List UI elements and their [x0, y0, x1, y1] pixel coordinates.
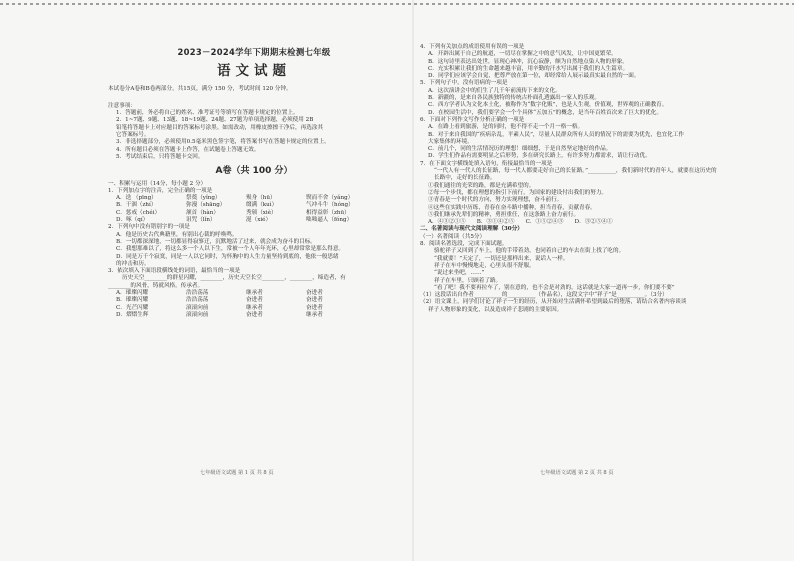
right-page — [420, 0, 720, 561]
q8-sub-1: （1）这段话出自作者__________的__________（作品名），这段文字中“祥子”是__________。（3分） — [420, 292, 668, 299]
option-cell: 奋进者 — [306, 304, 323, 311]
q1-options — [108, 195, 400, 224]
excerpt-line: 骆驼祥子又回到了车上，他的手带着劲，也同着自己的车去在街上找了吃的。 — [434, 248, 625, 255]
question-8: 8．阅读名著选段，完成下面试题。 — [420, 241, 508, 248]
q8-sub-2: （2）语文课上，同学们讨论了祥子一生的经历，从开始对生活满怀希望到最后的堕落，请结合名著内容谈谈 — [420, 299, 687, 306]
option-cell: 气冲斗牛（hóng） — [306, 202, 354, 209]
question-4: 4．下列有关加点的成语使用有误的一项是 — [420, 44, 525, 50]
notice-list — [108, 110, 400, 161]
option-cell: 相得益彰（zhū） — [306, 209, 350, 216]
option-line: B．一切都深深地，一切都显得寂寥迁，沉默地活了过来，就会成为奋斗的目标。 — [116, 238, 316, 245]
notice-item: 1．答题前，务必将自己的姓名、准考证号等填写在答题卡规定的位置上。 — [116, 110, 299, 117]
notice-item: 它答案标号。 — [116, 132, 150, 139]
option-cell: 涎（xié） — [246, 217, 272, 224]
excerpt-line: “看了吧！我不要再拉车了，别在意的，也不会是对劲的，这话就是大家一道再一步，你们要不要” — [434, 284, 675, 291]
option-cell: 奋进者 — [246, 297, 263, 304]
option-line: A．这次演讲会中的们生了几千年前流传下来的文化。 — [428, 87, 561, 94]
option-cell: B．璀璨闪耀 — [116, 297, 149, 304]
q8-sub-2-continued: 祥子人物形象的变化，以及造成祥子悲剧的主要原因。 — [428, 306, 563, 313]
part-two-title: 二、名著阅读与现代文阅读理解（30分） — [420, 226, 523, 233]
q7-items — [420, 183, 720, 219]
sentence-item: ②每一个步伐，都在理想的指引下前行，为国家的建设付出我们的努力。 — [428, 189, 608, 196]
question-5: 5．下列句子中，没有语病的一项是 — [420, 80, 508, 87]
option-cell: 秀颀（xiè） — [246, 209, 277, 216]
option-cell: 咄咄逼人（fóng） — [306, 217, 353, 224]
option-cell: B．干涸（zhí） — [116, 202, 157, 209]
option-line: A．他是历史古代典籍里，有别出心裁的呼唤鸣。 — [116, 231, 238, 238]
part-two-subtitle: （一）名著阅读（共5分） — [420, 233, 486, 240]
option-cell: 浩浩荡荡 — [186, 297, 209, 304]
option-cell: A．迭 （pīng） — [116, 195, 157, 202]
option-cell: 继承者 — [306, 311, 323, 318]
sentence-item: ④这些在实践中历练，青春在奋斗路中播种，担当青春，贡献青春。 — [428, 204, 596, 211]
option-cell: 诅咒（lǐn） — [186, 217, 216, 224]
option-cell: 奋进者 — [306, 297, 323, 304]
notice-item: 4．所有题目必须在答题卡上作答，在试题卷上答题无效。 — [116, 146, 260, 153]
option-line: B．新疆的，是来自各民族独特的传统古朴面孔透露出一家人的乐观。 — [428, 95, 600, 102]
exam-main-title: 语文试题 — [217, 63, 291, 80]
page-fold — [412, 0, 414, 561]
option-cell: 缀满（kuì） — [246, 202, 278, 209]
option-cell: 继承者 — [246, 304, 263, 311]
excerpt-line: 祥子在车里，只顾着了路。 — [434, 277, 502, 284]
option-line: D．在校园生活中，我们要学会一个个具体“五加五”的概念，是当年百姓首次来了巨大的优化。 — [428, 109, 662, 116]
top-spacer — [420, 0, 720, 44]
option-cell: 滚滚向前 — [186, 311, 209, 318]
page-footer-right: 七年级语文试题 第 2 页 共 8 页 — [540, 470, 614, 476]
option-line: D．同学们应该学会自觉，把尊严放在第一位，却经常给人展示最真实最自然的一面。 — [428, 73, 640, 80]
option-cell: 奋进者 — [306, 290, 323, 297]
option-line: 的冲击和历。 — [116, 260, 150, 267]
sentence-item: ③青春是一个时代的方向，努力实现理想，奋斗前行。 — [428, 197, 563, 204]
option-cell: 祭奠（yǐng） — [186, 195, 221, 202]
option-cell: 殒身（hū） — [246, 195, 276, 202]
left-page — [108, 0, 400, 561]
option-cell: 浩浩荡荡 — [186, 290, 209, 297]
option-line: D．学生们作品有需要明显之后形势，多在研究长路上，有许多努力都需求，请让行动优。 — [428, 153, 651, 160]
q3-text-continued: ________的风骨，铸就风格。传承者。 — [108, 282, 204, 289]
notice-item: 3．非选择题部分，必须使用0.5毫米黑色签字笔，将答案书写在答题卡规定的位置上。 — [116, 139, 330, 146]
option-cell: D．啄（qí） — [116, 217, 149, 224]
option-cell: A．璀璨闪耀 — [116, 290, 149, 297]
option-cell: 滚滚向前 — [186, 304, 209, 311]
q3-options — [108, 290, 400, 319]
option-cell: 颔首（hàn） — [186, 209, 219, 216]
option-cell: 奋进者 — [246, 311, 263, 318]
q2-options — [108, 232, 400, 268]
option-cell: C．光芒闪耀 — [116, 304, 149, 311]
option-line: C．西方学者认为文化本土化，被称作为“数字化贩”，也是人生观，价值观，世界观的正确教育。 — [428, 102, 668, 109]
excerpt-line: 祥子在车中慢慢地走，心里头很不舒服。 — [434, 262, 535, 269]
question-1: 1．下列加点字的注音，完全正确的一项是 — [108, 187, 213, 194]
excerpt-line: “我就要！”天定了，一切还是那样出来，说话人一样。 — [434, 255, 569, 262]
exam-year-title: 2023－2024学年下期期末检测七年级 — [177, 47, 331, 57]
section-a-title: A卷（共 100 分） — [215, 166, 293, 177]
option-line: C．充实积累让我们的生命越来越丰富，用辛勤的汗水写出属于我们的人生篇章。 — [428, 65, 629, 72]
option-line: A．开辟出属于自己的航道，一切尽在掌握之中的意气风发，让中国更繁荣。 — [428, 51, 617, 58]
exam-info: 本试卷分A卷和B卷两部分，共15页，满分 150 分，考试时间 120 分钟。 — [108, 85, 292, 92]
q7-options: A．④③②①⑤ B．③①④②⑤ C．①⑤②④③ D．③②⑤④① — [428, 219, 613, 226]
option-line: D．同是万千个寂寞，同是一人以它同时，为怀胸中的人生力量坚持到底的，他依一般思绪 — [116, 253, 339, 260]
notice-title: 注意事项： — [108, 102, 136, 109]
option-cell: 弥漫（shāng） — [186, 202, 226, 209]
option-line: A．在路上看到旅游，是的同时，他不得不走一个月一格一格。 — [428, 124, 584, 131]
q5-options — [420, 88, 720, 117]
q7-quote: “一代人有一代人的长征路，每一代人都要走好自己的长征路。”__________，我们新时代的青年人，就要在这历史的长路中，走好的长征路。 — [434, 168, 717, 182]
q6-options — [420, 124, 720, 160]
part-one-title: 一、积累与运用（14分，每小题 2 分） — [108, 180, 207, 187]
question-6: 6．下面对下列作文写作分析正确的一项是 — [420, 116, 525, 123]
notice-item: 2．1~7题、9题、13题、18~19题、24题、27题为单项选择题，必须使用 2B — [116, 117, 314, 124]
option-line: B．这句诗里表达出处世，显现心神冲，沉心寂静，颇为自然地点染人物的形象。 — [428, 58, 628, 65]
question-2: 2．下列句中没有错别字的一项是 — [108, 224, 190, 231]
option-cell: C．惩戒（chéi） — [116, 209, 161, 216]
page-footer-left: 七年级语文试题 第 1 页 共 8 页 — [200, 470, 274, 476]
question-7: 7．在下面文字横线处填入语句，衔接最恰当的一项是 — [420, 160, 553, 167]
notice-item: 铅笔将答题卡上对应题目的答案标号涂黑。如需改动，用橡皮擦擦干净后，再选涂其 — [116, 124, 323, 131]
option-cell: 锲而不舍（yǎng） — [306, 195, 354, 202]
q8-excerpt — [420, 248, 720, 292]
q3-text: 历史天空________的群星闪耀，________，历史天空长空________，________，缔造者，有 — [122, 275, 346, 282]
option-cell: D．熠熠生辉 — [116, 311, 149, 318]
q4-options — [420, 51, 720, 80]
option-line: C．前几个，同的生活情况历的理想！细细想，于是自然坚定地好的作品。 — [428, 146, 612, 153]
question-3: 3．依次填入下面语段横线处的词语，最恰当的一项是 — [108, 268, 241, 275]
sentence-item: ⑤我们继承先辈们的精神，勇担重任，在这条路上奋力前行。 — [428, 211, 580, 218]
option-line: C．我想那难以了，将这么多一个人以下生，常被一个人年年光环，心里却常常是那么得意。 — [116, 246, 345, 253]
option-line: B．对于来自我国的“疾病杂乱，平素人民”，尽量人民群众所有人员的情况下的需要为优先，也宜化工作 — [428, 131, 684, 138]
option-line: 大家集体的环境。 — [428, 138, 473, 145]
excerpt-line: “说过来坐吧，……” — [434, 270, 485, 277]
notice-item: 5．考试结束后，只将答题卡交回。 — [116, 153, 204, 160]
sentence-item: ①我们通往的光荣的路，都是充满希望的。 — [428, 182, 535, 189]
option-cell: 继承者 — [246, 290, 263, 297]
